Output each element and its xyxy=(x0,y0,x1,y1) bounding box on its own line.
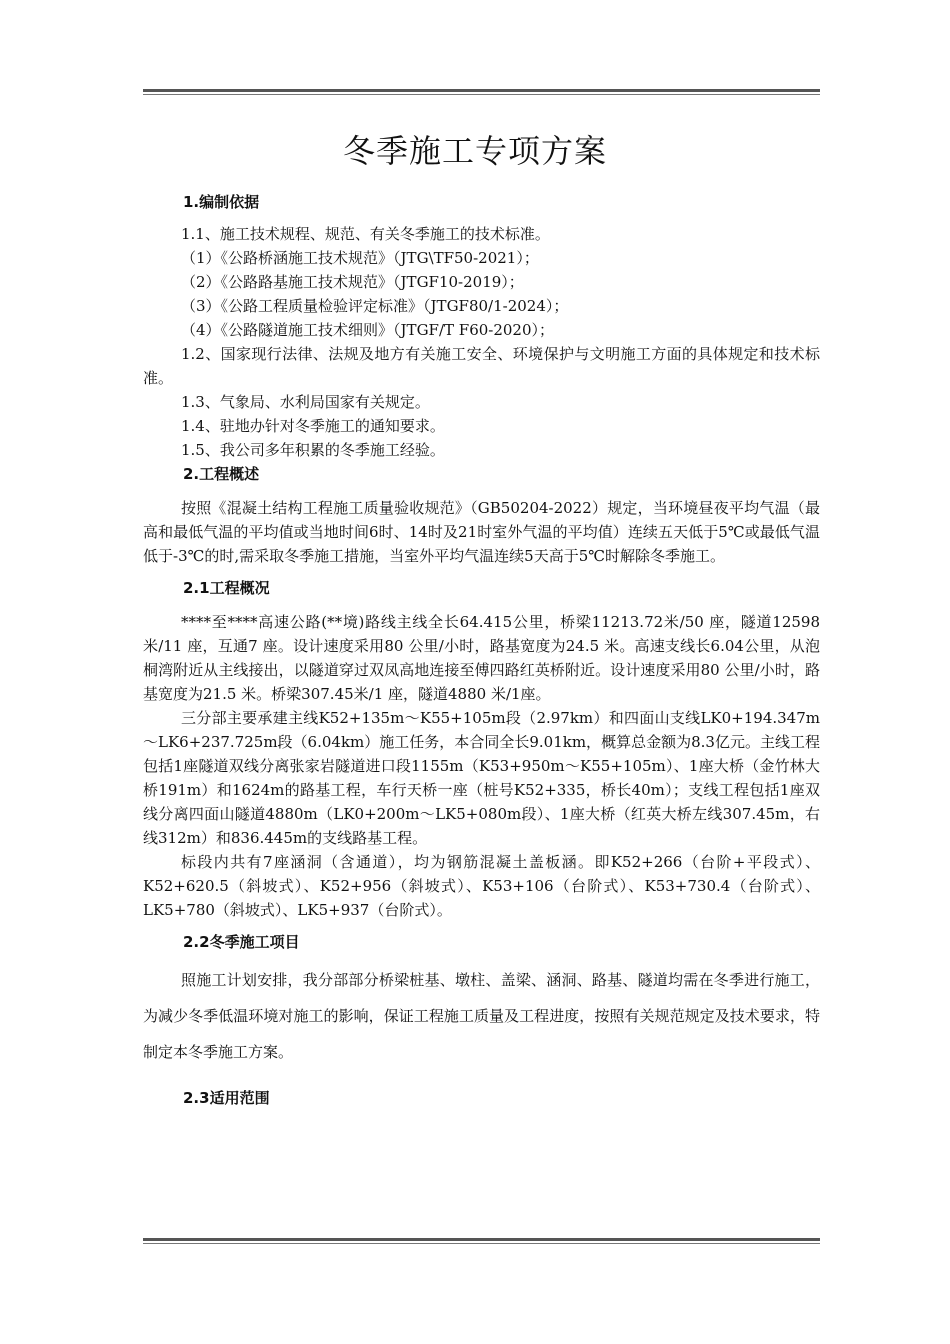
document-body xyxy=(143,190,820,1110)
section-heading-2-1: 2.1工程概况 xyxy=(183,579,270,597)
section-heading-2-3: 2.3适用范围 xyxy=(183,1089,270,1107)
top-rule xyxy=(143,89,820,95)
section-heading-2-2: 2.2冬季施工项目 xyxy=(183,933,300,951)
paragraph-1-1: 1.1、施工技术规程、规范、有关冬季施工的技术标准。 xyxy=(181,225,550,243)
reference-item: （3）《公路工程质量检验评定标准》（JTGF80/1-2024）； xyxy=(181,297,569,315)
reference-item: （2）《公路路基施工技术规范》（JTGF10-2019）； xyxy=(181,273,524,291)
paragraph-2-1-1: ****至****高速公路(**境)路线主线全长64.415公里，桥梁11213.72米/50 座，隧道12598米/11 座，互通7 座。设计速度采用80 公里/小时，路基宽度为24.5 米。高速支线长6.04公里，从泡桐湾附近从主线接出，以隧道穿过双凤高地连接至傅四路红英桥附近。设计速度采用80 公里/小时，路基宽度为21.5 米。桥梁307.45米/1 座，隧道4880 米/1座。 xyxy=(143,613,820,703)
paragraph-2-2: 照施工计划安排，我分部部分桥梁桩基、墩柱、盖梁、涵洞、路基、隧道均需在冬季进行施工，为减少冬季低温环境对施工的影响，保证工程施工质量及工程进度，按照有关规范规定及技术要求，特制定本冬季施工方案。 xyxy=(143,971,820,1061)
section-heading-2: 2.工程概述 xyxy=(183,465,260,483)
paragraph-1-2: 1.2、国家现行法律、法规及地方有关施工安全、环境保护与文明施工方面的具体规定和技术标准。 xyxy=(143,345,820,387)
paragraph-1-5: 1.5、我公司多年积累的冬季施工经验。 xyxy=(181,441,445,459)
paragraph-2-1-2: 三分部主要承建主线K52+135m～K55+105m段（2.97km）和四面山支线LK0+194.347m～LK6+237.725m段（6.04km）施工任务，本合同全长9.01km，概算总金额为8.3亿元。主线工程包括1座隧道双线分离张家岩隧道进口段1155m（K53+950m～K55+105m）、1座大桥（金竹林大桥191m）和1624m的路基工程，车行天桥一座（桩号K52+335，桥长40m）；支线工程包括1座双线分离四面山隧道4880m（LK0+200m～LK5+080m段）、1座大桥（红英大桥左线307.45m，右线312m）和836.445m的支线路基工程。 xyxy=(143,709,820,847)
document-title: 冬季施工专项方案 xyxy=(342,132,607,170)
paragraph-2-1-3: 标段内共有7座涵洞（含通道），均为钢筋混凝土盖板涵。即K52+266（台阶+平段式）、K52+620.5（斜坡式）、K52+956（斜坡式）、K53+106（台阶式）、K53+730.4（台阶式）、LK5+780（斜坡式）、LK5+937（台阶式）。 xyxy=(143,853,820,919)
paragraph-1-4: 1.4、驻地办针对冬季施工的通知要求。 xyxy=(181,417,445,435)
section-heading-1: 1.编制依据 xyxy=(183,193,260,211)
reference-item: （1）《公路桥涵施工技术规范》（JTG\TF50-2021）； xyxy=(181,249,539,267)
paragraph-1-3: 1.3、气象局、水利局国家有关规定。 xyxy=(181,393,430,411)
paragraph-2: 按照《混凝土结构工程施工质量验收规范》（GB50204-2022）规定，当环境昼夜平均气温（最高和最低气温的平均值或当地时间6时、14时及21时室外气温的平均值）连续五天低于5℃或最低气温低于-3℃的时,需采取冬季施工措施，当室外平均气温连续5天高于5℃时解除冬季施工。 xyxy=(143,499,820,565)
bottom-rule xyxy=(143,1238,820,1244)
reference-item: （4）《公路隧道施工技术细则》（JTGF/T F60-2020）； xyxy=(181,321,555,339)
